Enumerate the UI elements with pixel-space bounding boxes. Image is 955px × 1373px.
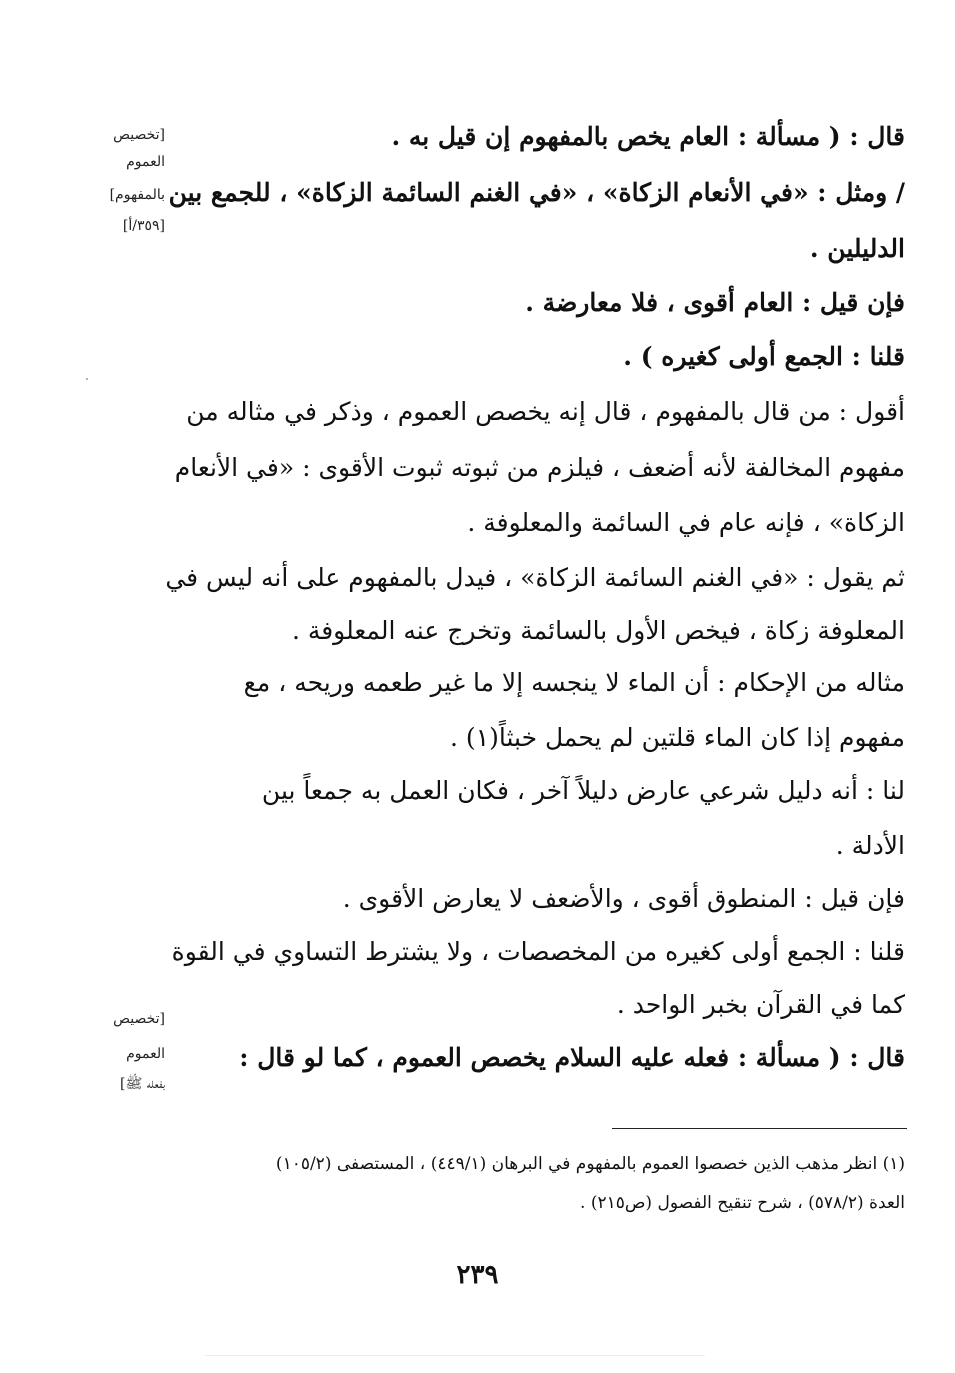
text-line-9: ثم يقول : «في الغنم السائمة الزكاة» ، فيدل بالمفهوم على أنه ليس في (165, 563, 905, 592)
margin-note-2: العموم (126, 154, 165, 170)
page-number: ٢٣٩ (456, 1260, 499, 1290)
text-line-12: مفهوم إذا كان الماء قلتين لم يحمل خبثاً(١) . (450, 723, 905, 752)
text-line-3: الدليلين . (809, 234, 905, 263)
margin-note-1: [تخصيص (113, 127, 165, 143)
text-line-6: أقول : من قال بالمفهوم ، قال إنه يخصص العموم ، وذكر في مثاله من (186, 397, 905, 426)
folio-note: [٣٥٩/أ] (122, 218, 165, 234)
text-line-2: / ومثل : «في الأنعام الزكاة» ، «في الغنم السائمة الزكاة» ، للجمع بين (168, 178, 905, 207)
text-line-17: كما في القرآن بخبر الواحد . (616, 990, 905, 1019)
footnote-line-1: (١) انظر مذهب الذين خصصوا العموم بالمفهوم في البرهان (٤٤٩/١) ، المستصفى (١٠٥/٢) (275, 1154, 905, 1174)
text-line-18: قال : ( مسألة : فعله عليه السلام يخصص العموم ، كما لو قال : (239, 1043, 905, 1072)
text-line-8: الزكاة» ، فإنه عام في السائمة والمعلوفة . (467, 508, 905, 537)
text-line-7: مفهوم المخالفة لأنه أضعف ، فيلزم من ثبوته ثبوت الأقوى : «في الأنعام (174, 453, 905, 482)
margin-note-6: بفعله ﷺ] (120, 1076, 165, 1092)
text-line-4: فإن قيل : العام أقوى ، فلا معارضة . (525, 288, 905, 317)
margin-note-4: [تخصيص (113, 1011, 165, 1027)
text-line-5: قلنا : الجمع أولى كغيره ) . (623, 342, 905, 371)
footnote-line-2: العدة (٥٧٨/٢) ، شرح تنقيح الفصول (ص٢١٥) . (580, 1193, 905, 1213)
margin-note-3: بالمفهوم] (109, 187, 165, 203)
text-line-10: المعلوفة زكاة ، فيخص الأول بالسائمة وتخرج عنه المعلوفة . (291, 616, 905, 645)
text-line-1: قال : ( مسألة : العام يخص بالمفهوم إن قيل به . (391, 122, 905, 151)
footnote-separator (612, 1128, 907, 1129)
text-line-16: قلنا : الجمع أولى كغيره من المخصصات ، ولا يشترط التساوي في القوة (171, 937, 905, 966)
scan-edge (205, 1355, 705, 1356)
scan-speck (86, 378, 88, 380)
text-line-11: مثاله من الإحكام : أن الماء لا ينجسه إلا ما غير طعمه وريحه ، مع (243, 668, 905, 697)
margin-note-5: العموم (126, 1046, 165, 1062)
text-line-15: فإن قيل : المنطوق أقوى ، والأضعف لا يعارض الأقوى . (342, 884, 905, 913)
text-line-13: لنا : أنه دليل شرعي عارض دليلاً آخر ، فكان العمل به جمعاً بين (261, 776, 905, 805)
text-line-14: الأدلة . (835, 831, 905, 860)
